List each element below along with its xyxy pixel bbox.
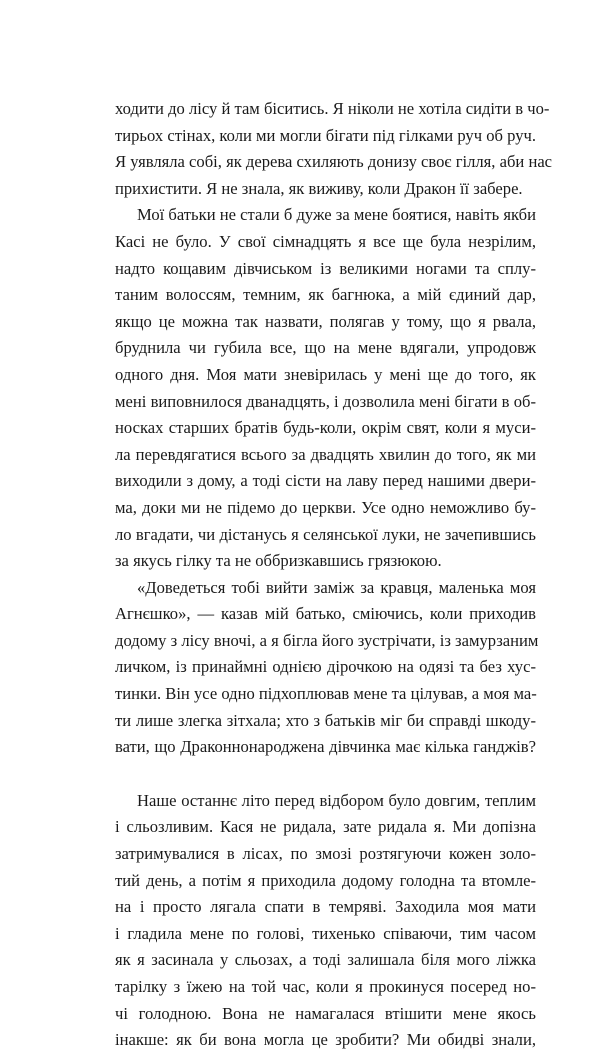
paragraph-4 (115, 788, 536, 1054)
text-line: і гладила мене по голові, тихенько співаючи, тим часом (115, 923, 536, 943)
text-line: за якусь гілку та не оббризкавшись грязюкою. (115, 551, 442, 571)
paragraph-3 (115, 575, 539, 761)
text-line: Касі не було. У свої сімнадцять я все ще була незрілим, (115, 231, 536, 251)
text-line: «Доведеться тобі вийти заміж за кравця, маленька моя (137, 577, 536, 597)
text-line: таним волоссям, темним, як багнюка, а мій єдиний дар, (115, 285, 536, 305)
text-line: Агнєшко», — казав мій батько, сміючись, коли приходив (115, 604, 536, 624)
text-line: ходити до лісу й там біситись. Я ніколи не хотіла сидіти в чо- (115, 99, 550, 118)
text-line: бруднила чи губила все, що на мене вдягали, упродовж (115, 338, 536, 358)
text-line: тинки. Він усе одно підхоплював мене та цілував, а моя ма- (115, 684, 537, 704)
text-line: ти лише злегка зітхала; хто з батьків міг би справді шкоду- (115, 710, 536, 730)
text-line: мені виповнилося дванадцять, і дозволила мені бігати в об- (115, 391, 536, 411)
section-break (115, 761, 536, 788)
text-line: тий день, а потім я приходила додому голодна та втомле- (115, 870, 536, 890)
text-line: затримувалися в лісах, по змозі розтягуючи кожен золо- (115, 844, 536, 864)
text-line: Я уявляла собі, як дерева схиляють донизу своє гілля, аби нас (115, 152, 553, 172)
text-line: носках старших братів будь-коли, окрім свят, коли я муси- (115, 418, 536, 438)
paragraph-2 (115, 202, 536, 574)
text-line: виходили з дому, а тоді сісти на лаву перед нашими двери- (115, 471, 536, 491)
book-page-text (115, 96, 553, 1054)
text-line: Мої батьки не стали б дуже за мене боятися, навіть якби (137, 205, 536, 225)
text-line: одного дня. Моя мати зневірилась у мені ще до того, як (115, 364, 536, 384)
text-line: і сльозливим. Кася не ридала, зате ридала я. Ми допізна (115, 817, 536, 837)
text-line: личком, із принаймні однією дірочкою на одязі та без хус- (115, 657, 536, 677)
text-line: ма, доки ми не підемо до церкви. Усе одно неможливо бу- (115, 497, 536, 517)
text-line: прихистити. Я не знала, як виживу, коли Дракон її забере. (115, 178, 523, 198)
text-line: інакше: як би вона могла це зробити? Ми обидві знали, (115, 1030, 536, 1050)
text-line: ла перевдягатися всього за двадцять хвилин до того, як ми (115, 444, 536, 464)
text-line: як я засинала у сльозах, а тоді залишала біля мого ліжка (115, 950, 536, 970)
text-line: чі голодною. Вона не намагалася втішити мене якось (115, 1003, 536, 1023)
text-line: вати, що Драконнонароджена дівчинка має кілька ганджів? (115, 737, 536, 757)
text-line: на і просто лягала спати в темряві. Заходила моя мати (115, 897, 536, 917)
text-line: якщо це можна так назвати, полягав у тому, що я рвала, (115, 311, 536, 331)
text-line: тирьох стінах, коли ми могли бігати під гілками руч об руч. (115, 125, 536, 145)
text-line: додому з лісу вночі, а я бігла його зустрічати, із замурзаним (115, 630, 539, 650)
text-line: Наше останнє літо перед відбором було довгим, теплим (137, 790, 536, 810)
text-line: тарілку з їжею на той час, коли я прокинуся посеред но- (115, 977, 536, 996)
text-line: ло вгадати, чи дістанусь я селянської луки, не зачепившись (115, 524, 536, 544)
text-line: надто кощавим дівчиськом із великими ногами та сплу- (115, 258, 536, 278)
paragraph-1 (115, 96, 553, 202)
